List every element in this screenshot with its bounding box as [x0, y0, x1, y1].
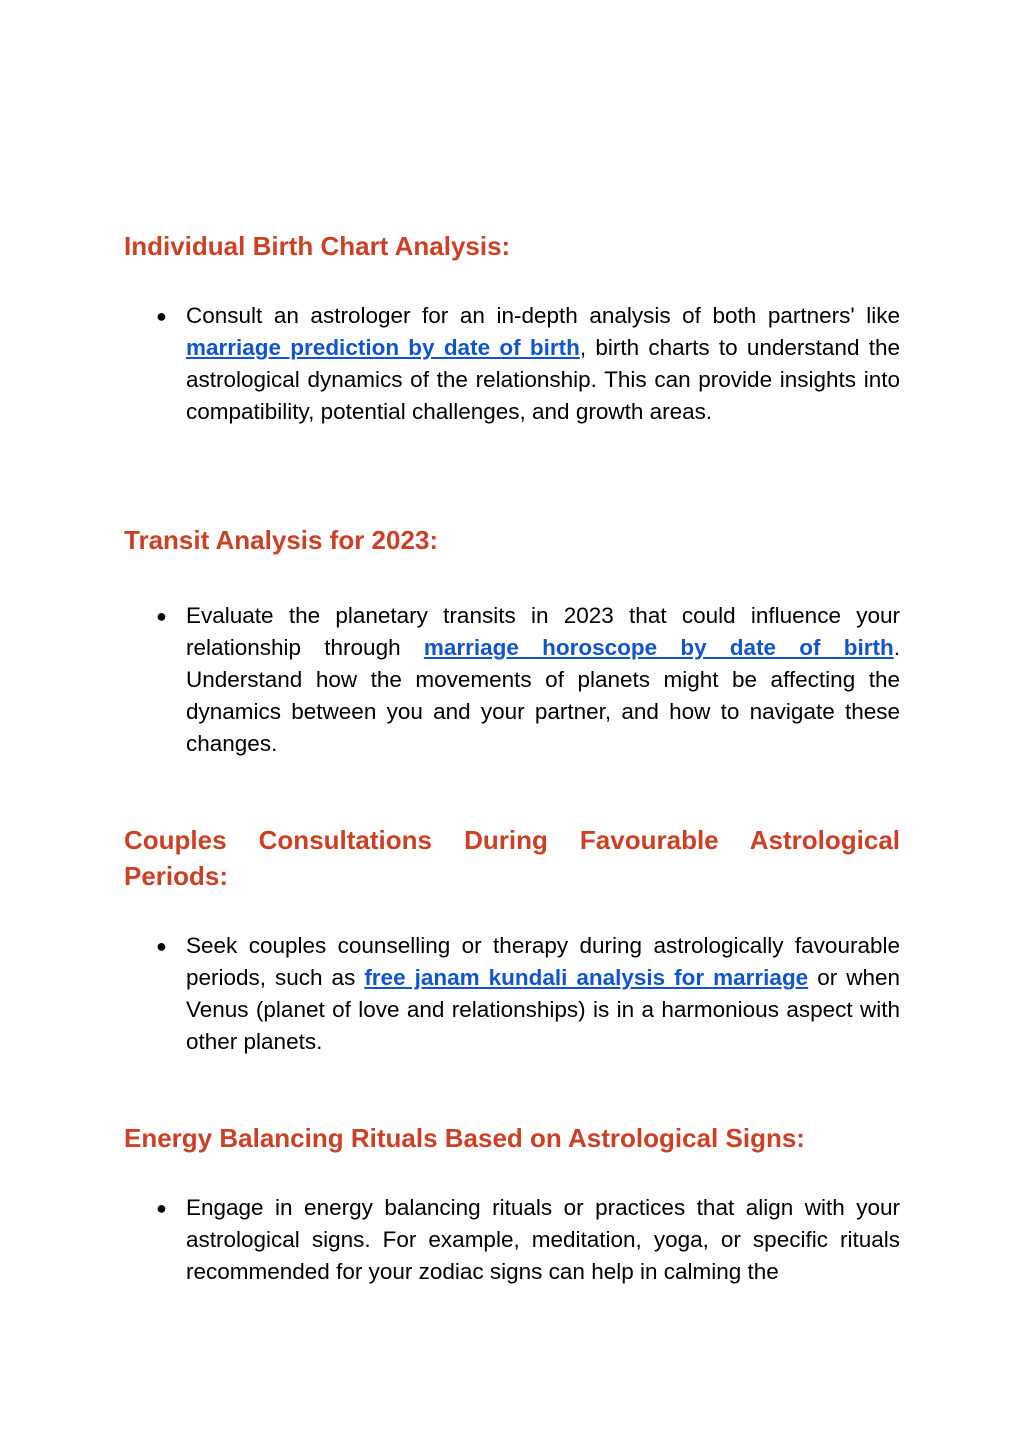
bullet-icon: ●	[156, 606, 167, 626]
bullet-list-couples	[124, 930, 900, 1058]
section-heading-transit: Transit Analysis for 2023:	[124, 525, 439, 555]
bullet-list-energy	[124, 1192, 900, 1288]
bullet-list-transit	[124, 600, 900, 760]
bullet-icon: ●	[156, 306, 167, 326]
bullet-text-before: Evaluate the planetary transits in 2023 that could influence your relationship through	[186, 603, 900, 660]
section-heading-birth-chart: Individual Birth Chart Analysis:	[124, 231, 511, 261]
marriage-horoscope-link[interactable]: marriage horoscope by date of birth	[423, 635, 894, 660]
list-item	[124, 600, 900, 760]
list-item	[124, 930, 900, 1058]
bullet-text-after: , birth charts to understand the astrological dynamics of the relationship. This can provide insights into compatibility, potential challenges, and growth areas.	[186, 335, 900, 424]
bullet-icon: ●	[156, 1198, 167, 1218]
section-heading-energy: Energy Balancing Rituals Based on Astrological Signs:	[124, 1123, 805, 1153]
bullet-list-birth-chart	[124, 300, 900, 428]
marriage-prediction-link[interactable]: marriage prediction by date of birth	[186, 335, 580, 360]
bullet-text-before: Engage in energy balancing rituals or practices that align with your astrological signs. For example, meditation, yoga, or specific rituals recommended for your zodiac signs can help in calming the	[186, 1195, 900, 1284]
bullet-text-after: . Understand how the movements of planets might be affecting the dynamics between you and your partner, and how to navigate these changes.	[186, 635, 900, 756]
bullet-text-before: Consult an astrologer for an in-depth analysis of both partners' like	[186, 303, 900, 328]
bullet-text-after: or when Venus (planet of love and relationships) is in a harmonious aspect with other planets.	[186, 965, 900, 1054]
section-heading-couples: Couples Consultations During Favourable Astrological Periods:	[124, 825, 900, 891]
list-item	[124, 300, 900, 428]
bullet-icon: ●	[156, 936, 167, 956]
list-item	[124, 1192, 900, 1288]
janam-kundali-link[interactable]: free janam kundali analysis for marriage	[364, 965, 809, 990]
bullet-text-before: Seek couples counselling or therapy during astrologically favourable periods, such as	[186, 933, 900, 990]
